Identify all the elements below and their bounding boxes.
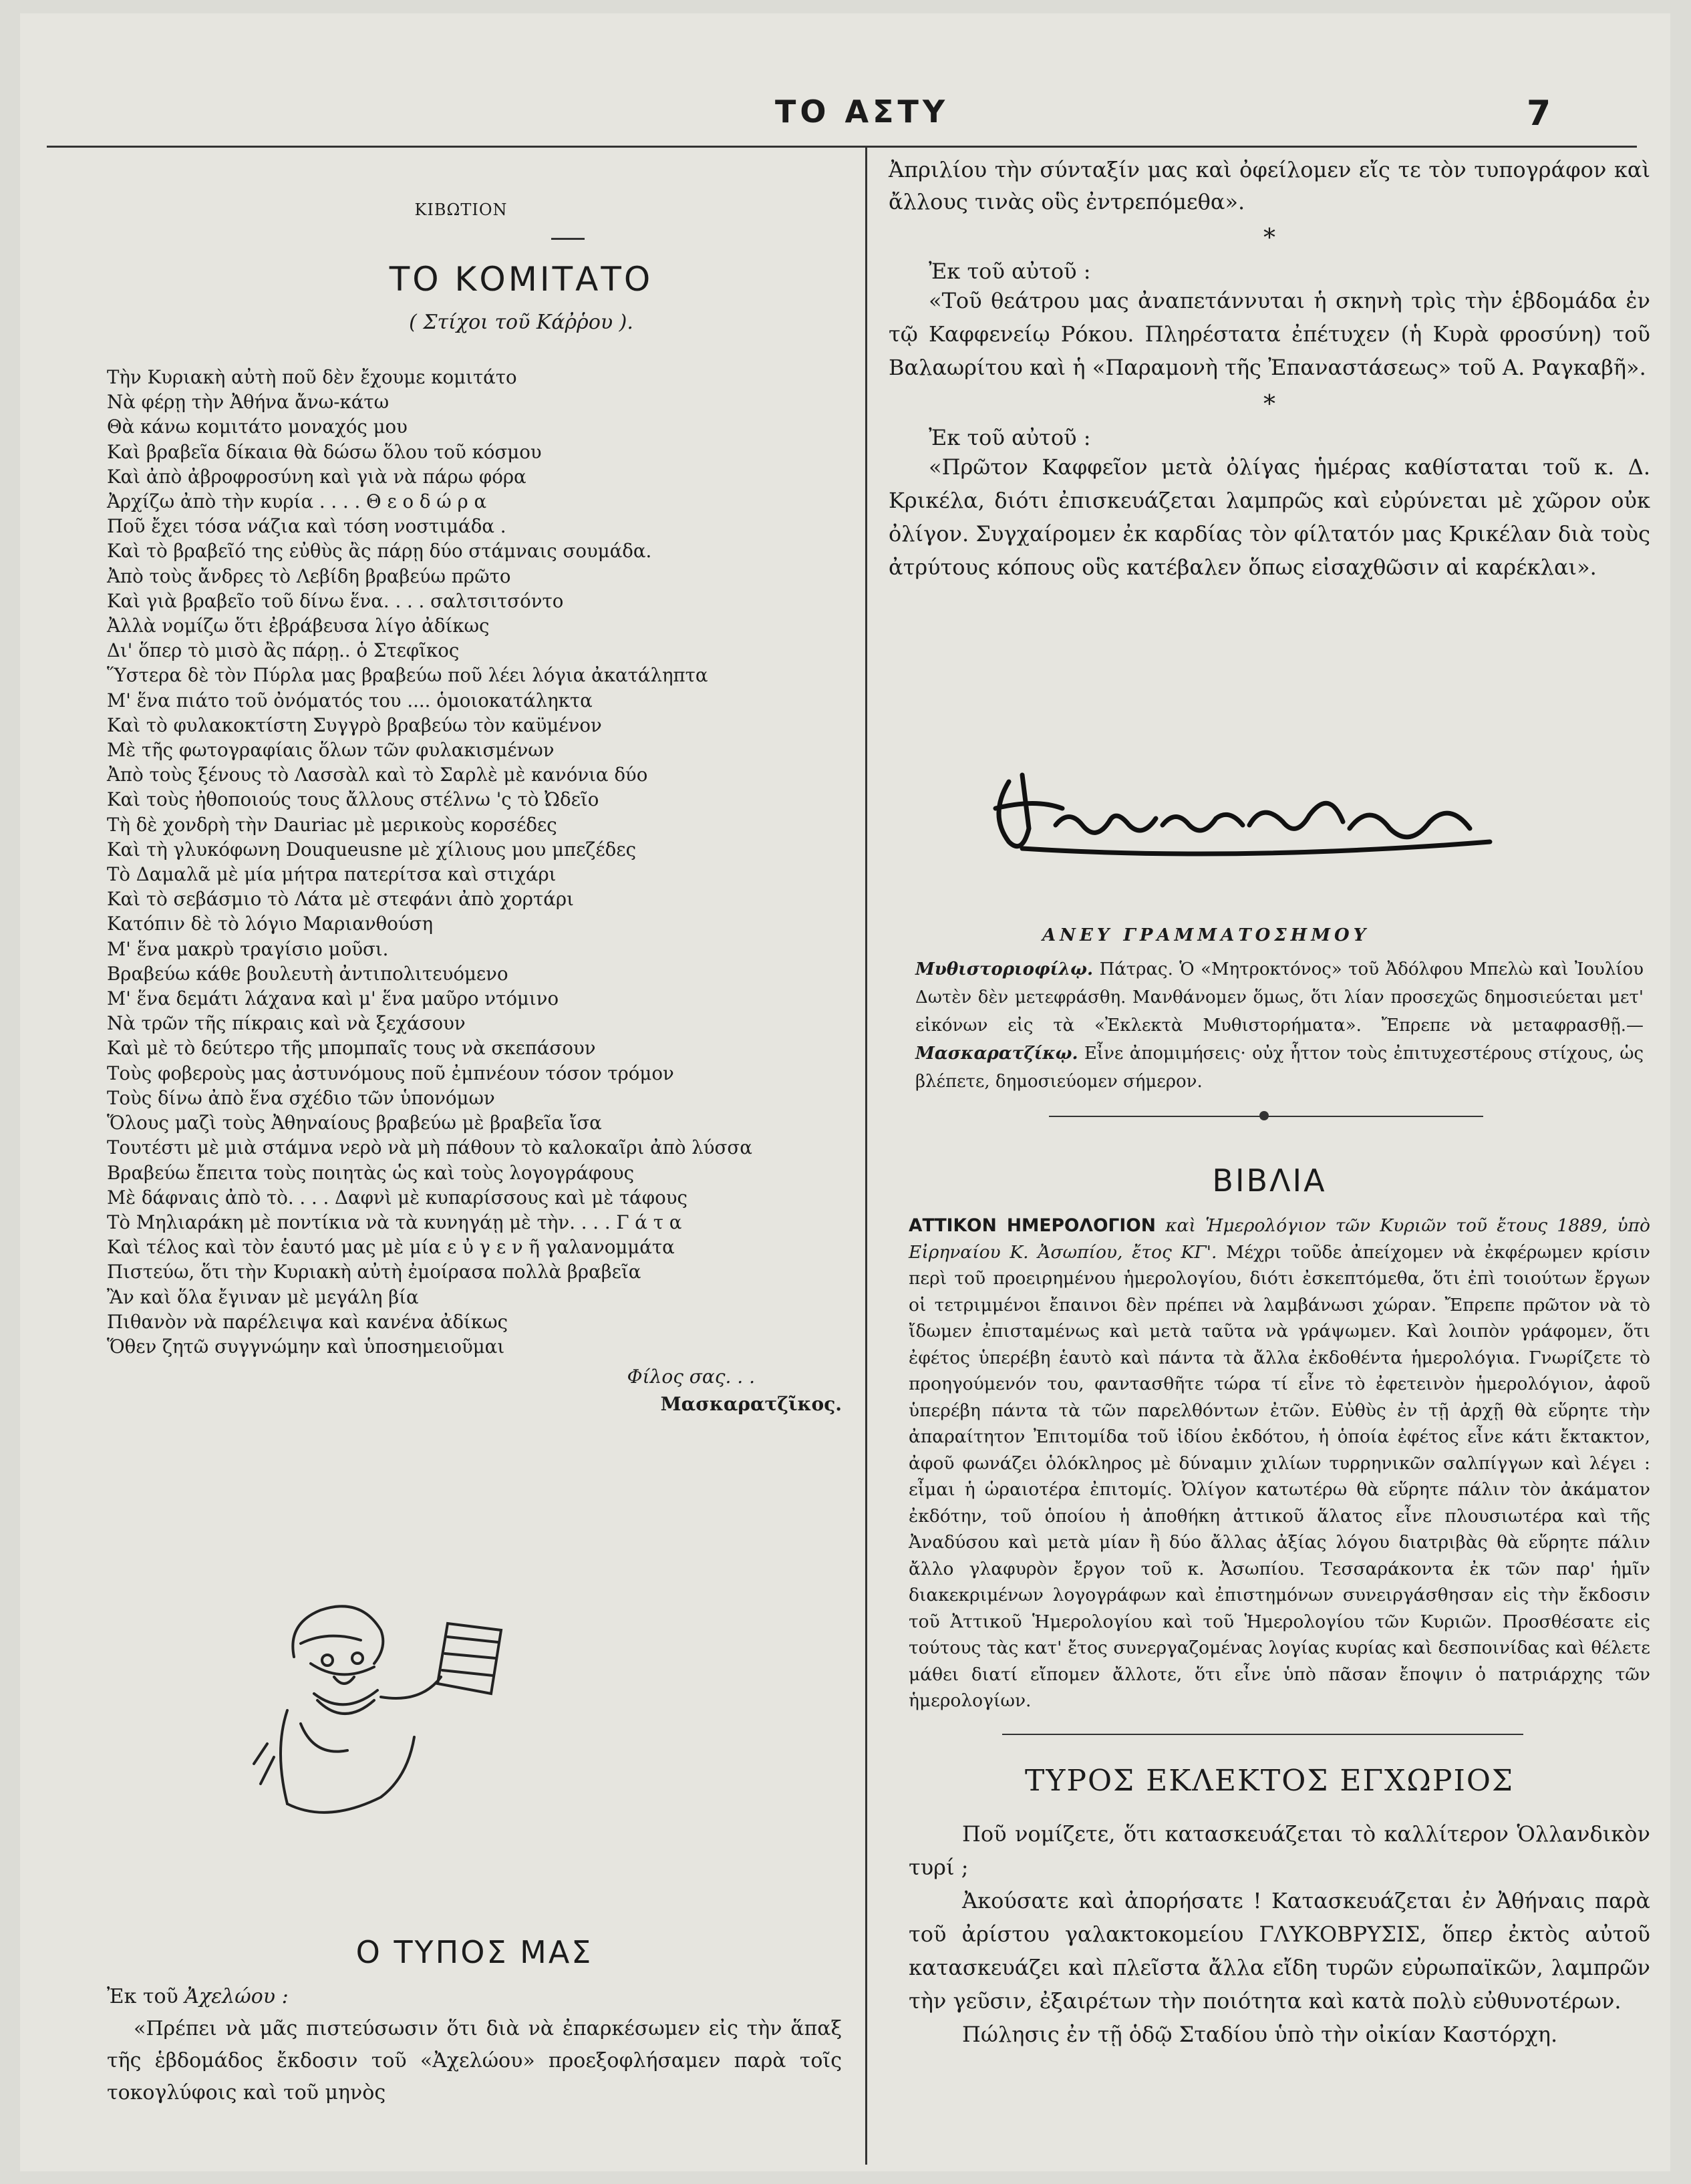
poem-line: Ἀλλὰ νομίζω ὅτι ἐβράβευσα λίγο ἀδίκως: [107, 615, 490, 637]
poem-title: ΤΟ ΚΟΜΙΤΑΤΟ: [389, 260, 653, 299]
continuation-text: Ἀπριλίου τὴν σύνταξίν μας καὶ ὀφείλομεν εἴς τε τὸν τυπογράφον καὶ ἄλλους τινὰς οὓς ἐντρεπόμεθα».: [889, 157, 1650, 214]
quote-theatre: «Τοῦ θεάτρου μας ἀναπετάννυται ἡ σκηνὴ τρὶς τὴν ἑβδομάδα ἐν τῷ Καφφενείῳ Ρόκου. Πληρέστατα ἐπέτυχεν (ἡ Κυρὰ φροσύνη) τοῦ Βαλαωρίτου καὶ ἡ «Παραμονὴ τῆς Ἐπαναστάσεως» τοῦ Α. Ραγκαβῆ».: [889, 288, 1650, 380]
poem-line: Καὶ τὴ γλυκόφωνη Douqueusne μὲ χίλιους μου μπεζέδες: [107, 838, 637, 861]
biblia-text: Μέχρι τοῦδε ἀπείχομεν νὰ ἐκφέρωμεν κρίσιν περὶ τοῦ προειρημένου ἡμερολογίου, διότι ἐσκεπτόμεθα, ὅτι ἐπὶ τοιούτων ἔργων οἱ τετριμμένοι ἔπαινοι δὲν πρέπει νὰ λαμβάνωσι χώραν. Ἔπρεπε πρῶτον νὰ τὸ ἴδωμεν ἐπισταμένως καὶ μετὰ ταῦτα νὰ γράψωμεν. Καὶ λοιπὸν γράφομεν, ὅτι ἐφέτος ὑπερέβη ἑαυτὸ καὶ πάντα τὰ ἄλλα ἐκδοθέντα ἡμερολόγια. Γνωρίζετε τὸ προηγούμενόν του, φαντασθῆτε τώρα τί εἶνε τὸ ἐφετεινὸν ἡμερολόγιον, ἀφοῦ ὑπερέβη πάντα τὰ τῶν παρελθόντων ἐτῶν. Εὐθὺς ἐν τῇ ἀρχῇ θὰ εὕρητε τὴν ἀπαραίτητον Ἐπιτομίδα τοῦ ἰδίου ἐκδότου, ἡ ὁποία ἐφέτος εἶνε κάτι ἔκτακτον, ἀφοῦ φωνάζει ὁλόκληρος μὲ δύναμιν χιλίων τυρρηνικῶν σαλπίγγων καὶ λέγει : εἶμαι ἡ ὡραιοτέρα ἐπιτομίς. Ὀλίγον κατωτέρω θὰ εὕρητε πάλιν τὸν ἀκάματον ἐκδότην, τοῦ ὁποίου ἡ ἀποθήκη ἀττικοῦ ἅλατος εἶνε πλουσιωτέρα καὶ τῆς Ἀναδύσου καὶ μετὰ μίαν ἢ δύο ἄλλας ἀξίας λόγου διατριβὰς θὰ εὕρητε πάλιν ἄλλο γλαφυρὸν ἔργον τοῦ κ. Ἀσωπίου. Τεσσαράκοντα ἐκ τῶν παρ' ἡμῖν διακεκριμένων λογογράφων καὶ ἐπιστημόνων συνειργάσθησαν εἰς τὴν ἔκδοσιν τοῦ Ἀττικοῦ Ἡμερολογίου καὶ τοῦ Ἡμερολογίου τῶν Κυριῶν. Προσθέσατε εἰς τούτους τὰς κατ' ἔτος συνεργαζομένας λογίας κυρίας καὶ δεσποινίδας καὶ θέλετε μάθει διατί εἴπομεν ἄλλοτε, ὅτι εἶνε ὑπὸ πᾶσαν ἔποψιν ὁ πατριάρχης τῶν ἡμερολογίων.: [909, 1241, 1650, 1711]
poem-line: Καὶ τὸ σεβάσμιο τὸ Λάτα μὲ στεφάνι ἀπὸ χορτάρι: [107, 888, 574, 911]
newspaper-title: ΤΟ ΑΣΤΥ: [775, 94, 949, 130]
no-stamp-text-1: Πάτρας. Ὁ «Μητροκτόνος» τοῦ Ἀδόλφου Μπελὼ καὶ Ἰουλίου Δωτὲν δὲν μετεφράσθη. Μανθάνομεν ὅμως, ὅτι λίαν προσεχῶς δημοσιεύεται μετ' εἰκόνων εἰς τὰ «Ἐκλεκτὰ Μυθιστορήματα». Ἔπρεπε νὰ μεταφρασθῇ.—: [915, 959, 1644, 1036]
poem-author: Μασκαρατζῖκος.: [660, 1393, 842, 1416]
poem-line: Δι' ὅπερ τὸ μισὸ ἂς πάρῃ.. ὁ Στεφῖκος: [107, 639, 460, 662]
poem-line: Θὰ κάνω κομιτάτο μοναχός μου: [107, 416, 408, 438]
poem-line: Ἀπὸ τοὺς ἄνδρες τὸ Λεβίδη βραβεύω πρῶτο: [107, 565, 511, 587]
poem-line: Ἀρχίζω ἀπὸ τὴν κυρία . . . . Θ ε ο δ ώ ρ α: [107, 490, 487, 513]
poem-line: Κατόπιν δὲ τὸ λόγιο Μαριανθούση: [107, 913, 433, 935]
biblia-title: ΒΙΒΛΙΑ: [1212, 1162, 1327, 1199]
quote-cafe: «Πρῶτον Καφφεῖον μετὰ ὀλίγας ἡμέρας καθίσταται τοῦ κ. Δ. Κρικέλα, διότι ἐπισκευάζεται λαμπρῶς καὶ εὐρύνεται μὲ χῶρον οὐκ ὀλίγον. Συγχαίρομεν ἐκ καρδίας τὸν φίλτατόν μας Κρικέλαν διὰ τοὺς ἀτρύτους κόπους οὓς κατέβαλεν ὅπως εἰσαχθῶσιν αἱ καρέκλαι».: [889, 454, 1650, 580]
poem-line: Τουτέστι μὲ μιὰ στάμνα νερὸ νὰ μὴ πάθουν τὸ καλοκαῖρι ἀπὸ λύσσα: [107, 1136, 752, 1159]
poem-line: Ἀπὸ τοὺς ξένους τὸ Λασσὰλ καὶ τὸ Σαρλὲ μὲ κανόνια δύο: [107, 764, 648, 786]
poem-line: Τὸ Μηλιαράκη μὲ ποντίκια νὰ τὰ κυνηγάῃ μὲ τὴν. . . . Γ ά τ α: [107, 1211, 682, 1233]
left-column: [107, 167, 842, 1415]
poem-line: Καὶ βραβεῖα δίκαια θὰ δώσω ὅλου τοῦ κόσμου: [107, 440, 542, 463]
typos-source-prefix: Ἐκ τοῦ: [107, 1985, 178, 2008]
poem-line: Μ' ἕνα μακρὺ τραγίσιο μοῦσι.: [107, 937, 389, 960]
from-label-2: Ἐκ τοῦ αὐτοῦ :: [929, 425, 1091, 450]
poem-line: Τὸ Δαμαλᾶ μὲ μία μήτρα πατερίτσα καὶ στιχάρι: [107, 863, 557, 886]
caricature-illustration: [247, 1583, 528, 1837]
poem-line: Πιστεύω, ὅτι τὴν Κυριακὴ αὐτὴ ἐμοίρασα πολλὰ βραβεῖα: [107, 1261, 641, 1283]
right-column: [889, 154, 1650, 584]
poem-line: Καὶ ἀπὸ ἀβροφροσύνη καὶ γιὰ νὰ πάρω φόρα: [107, 465, 526, 488]
page-number: 7: [1527, 94, 1551, 134]
poem-line: Τὴν Κυριακὴ αὐτὴ ποῦ δὲν ἔχουμε κομιτάτο: [107, 366, 517, 388]
tyros-title: ΤΥΡΟΣ ΕΚΛΕΚΤΟΣ ΕΓΧΩΡΙΟΣ: [1024, 1764, 1515, 1798]
header-rule: [47, 146, 1637, 148]
typos-body: [107, 1981, 842, 2109]
poem-line: Τοὺς δίνω ἀπὸ ἕνα σχέδιο τῶν ὑπονόμων: [107, 1086, 495, 1109]
poem-line: Ἂν καὶ ὅλα ἔγιναν μὲ μεγάλη βία: [107, 1285, 419, 1308]
poem-sign-off: Φίλος σας. . .: [627, 1366, 755, 1388]
tyros-paragraph-2: Ἀκούσατε καὶ ἀπορήσατε ! Κατασκευάζεται ἐν Ἀθήναις παρὰ τοῦ ἀρίστου γαλακτοκομείου ΓΛΥΚΟΒΡΥΣΙΣ, ὅπερ ἐκτὸς αὐτοῦ κατασκευάζει καὶ πλεῖστα ἄλλα εἴδη τυρῶν εὐρωπαϊκῶν, λαμπρῶν τὴν γεῦσιν, ἐξαιρέτων τὴν ποιότητα καὶ κατὰ πολὺ εὐθυνοτέρων.: [909, 1888, 1650, 2014]
poem-line: Καὶ μὲ τὸ δεύτερο τῆς μπομπαῖς τους νὰ σκεπάσουν: [107, 1037, 596, 1060]
no-stamp-title: ΑΝΕΥ ΓΡΑΜΜΑΤΟΣΗΜΟΥ: [1042, 925, 1370, 945]
handwritten-signature: [982, 762, 1503, 862]
poem-line: Καὶ τὸ βραβεῖό της εὐθὺς ἂς πάρῃ δύο στάμναις σουμάδα.: [107, 540, 652, 563]
biblia-lead-rest: καὶ Ἡμερολόγιον τῶν Κυριῶν τοῦ ἔτους 1889, ὑπὸ Εἰρηναίου Κ. Ἀσωπίου, ἔτος ΚΓ'.: [909, 1215, 1650, 1263]
addressee-2: Μασκαρατζίκῳ.: [915, 1044, 1078, 1064]
no-stamp-body: [915, 955, 1644, 1096]
poem-subtitle: ( Στίχοι τοῦ Κάῤῥου ).: [409, 311, 633, 334]
no-stamp-text-2: Εἶνε ἀπομιμήσεις· οὐχ ἧττον τοὺς ἐπιτυχεστέρους στίχους, ὡς βλέπετε, δημοσιεύομεν σήμερον.: [915, 1044, 1644, 1092]
poem-line: Βραβεύω κάθε βουλευτὴ ἀντιπολιτευόμενο: [107, 962, 508, 985]
poem-line: Πιθανὸν νὰ παρέλειψα καὶ κανένα ἀδίκως: [107, 1310, 508, 1333]
poem-line: Ὕστερα δὲ τὸν Πύρλα μας βραβεύω ποῦ λέει λόγια ἀκατάληπτα: [107, 664, 708, 687]
page-header: [20, 94, 1670, 134]
from-label-1: Ἐκ τοῦ αὐτοῦ :: [929, 259, 1091, 284]
tyros-body: [909, 1817, 1650, 2051]
section-rule: [1002, 1734, 1523, 1735]
typos-title: Ο ΤΥΠΟΣ ΜΑΣ: [355, 1934, 593, 1970]
ornamental-dot: [1259, 1111, 1269, 1120]
separator-star-1: *: [1263, 224, 1275, 252]
separator-star-2: *: [1263, 391, 1275, 418]
typos-source-name: Ἀχελώου :: [184, 1985, 289, 2008]
poem-line: Μ' ἕνα πιάτο τοῦ ὀνόματός του .... ὁμοιοκατάληκτα: [107, 689, 593, 712]
kicker-rule: [551, 238, 585, 240]
poem-line: Τὴ δὲ χονδρὴ τὴν Dauriac μὲ μερικοὺς κορσέδες: [107, 813, 557, 836]
column-divider: [865, 147, 867, 2165]
typos-quote: «Πρέπει νὰ μᾶς πιστεύσωσιν ὅτι διὰ νὰ ἐπαρκέσωμεν εἰς τὴν ἅπαξ τῆς ἑβδομάδος ἔκδοσιν τοῦ «Ἀχελώου» προεξοφλήσαμεν παρὰ τοῖς τοκογλύφοις καὶ τοῦ μηνὸς: [107, 2017, 842, 2104]
poem-line: Μ' ἕνα δεμάτι λάχανα καὶ μ' ἕνα μαῦρο ντόμινο: [107, 987, 559, 1010]
poem-line: Ποῦ ἔχει τόσα νάζια καὶ τόση νοστιμάδα .: [107, 515, 506, 538]
typos-source: [107, 1981, 842, 2013]
poem-body: [107, 365, 842, 1359]
poem-line: Καὶ τὸ φυλακοκτίστη Συγγρὸ βραβεύω τὸν καϋμένον: [107, 714, 602, 736]
newspaper-page: [20, 13, 1670, 2171]
tyros-paragraph-1: Ποῦ νομίζετε, ὅτι κατασκευάζεται τὸ καλλίτερον Ὁλλανδικὸν τυρί ;: [909, 1821, 1650, 1880]
poem-line: Νὰ φέρῃ τὴν Ἀθήνα ἄνω-κάτω: [107, 391, 390, 414]
poem-line: Ὅθεν ζητῶ συγγνώμην καὶ ὑποσημειοῦμαι: [107, 1335, 505, 1358]
poem-line: Καὶ τέλος καὶ τὸν ἑαυτό μας μὲ μία ε ὐ γ ε ν ῆ γαλανομμάτα: [107, 1236, 675, 1259]
poem-line: Νὰ τρῶν τῆς πίκραις καὶ νὰ ξεχάσουν: [107, 1012, 466, 1035]
poem-line: Μὲ δάφναις ἀπὸ τὸ. . . . Δαφνὶ μὲ κυπαρίσσους καὶ μὲ τάφους: [107, 1186, 687, 1209]
poem-line: Τοὺς φοβεροὺς μας ἀστυνόμους ποῦ ἐμπνέουν τόσον τρόμον: [107, 1062, 674, 1084]
poem-line: Βραβεύω ἔπειτα τοὺς ποιητὰς ὡς καὶ τοὺς λογογράφους: [107, 1161, 635, 1184]
tyros-paragraph-3: Πώλησις ἐν τῇ ὁδῷ Σταδίου ὑπὸ τὴν οἰκίαν Καστόρχη.: [962, 2022, 1558, 2047]
section-kicker: ΚΙΒΩΤΙΟΝ: [414, 200, 508, 219]
poem-line: Ὅλους μαζὶ τοὺς Ἀθηναίους βραβεύω μὲ βραβεῖα ἴσα: [107, 1112, 602, 1134]
poem-line: Μὲ τῆς φωτογραφίαις ὅλων τῶν φυλακισμένων: [107, 739, 555, 762]
poem-line: Καὶ τοὺς ἠθοποιούς τους ἄλλους στέλνω 'ς τὸ Ὠδεῖο: [107, 788, 599, 811]
biblia-lead-bold: ΑΤΤΙΚΟΝ ΗΜΕΡΟΛΟΓΙΟΝ: [909, 1215, 1156, 1236]
addressee-1: Μυθιστοριοφίλῳ.: [915, 959, 1094, 979]
poem-line: Καὶ γιὰ βραβεῖο τοῦ δίνω ἕνα. . . . σαλτσιτσόντο: [107, 589, 564, 612]
biblia-body: [909, 1213, 1650, 1714]
